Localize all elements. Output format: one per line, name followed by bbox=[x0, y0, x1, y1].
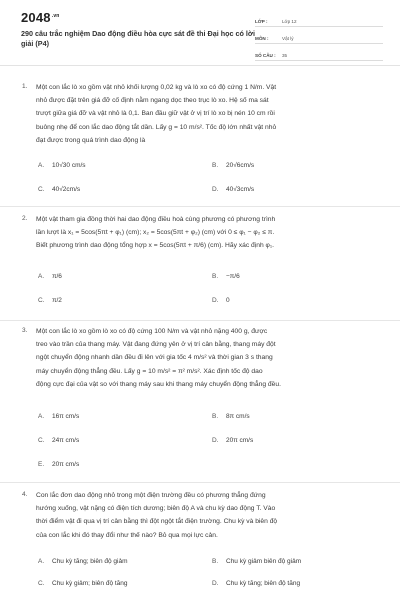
question-line: của con lắc khi đó thay đổi như thế nào? Bỏ qua mọi lực cản. bbox=[36, 531, 218, 539]
answer-option-b[interactable]: B. 8π cm/s bbox=[212, 413, 250, 420]
question-line: thời điểm vật đi qua vị trí cân bằng thì đột ngột tắt điện trường. Chu kỳ và biên độ bbox=[36, 518, 278, 526]
answer-option-a[interactable]: A. 10√30 cm/s bbox=[38, 162, 86, 169]
question-3 bbox=[0, 321, 400, 483]
meta-row-subject bbox=[255, 31, 383, 44]
logo-domain: .vn bbox=[51, 13, 60, 19]
answer-option-c[interactable]: C. 24π cm/s bbox=[38, 437, 80, 444]
logo-text: 2048 bbox=[21, 10, 51, 25]
meta-label: SỐ CÂU : bbox=[255, 53, 276, 58]
question-line: nhỏ được đặt trên giá đỡ cố định nằm ngang dọc theo trục lò xo. Hệ số ma sát bbox=[36, 97, 269, 105]
meta-label: MÔN : bbox=[255, 36, 269, 41]
question-number: 2. bbox=[22, 215, 28, 222]
question-line: Một vật tham gia đồng thời hai dao động điều hoà cùng phương có phương trình bbox=[36, 216, 276, 223]
meta-row-count bbox=[255, 48, 383, 61]
answer-option-d[interactable]: D. 20π cm/s bbox=[212, 437, 254, 444]
question-text bbox=[36, 213, 384, 253]
page-header bbox=[0, 0, 400, 66]
answer-option-a[interactable]: A. π/6 bbox=[38, 273, 62, 280]
question-text bbox=[36, 325, 384, 391]
question-line: ngột chuyển động nhanh dần đều đi lên với gia tốc 4 m/s² và thời gian 3 s thang bbox=[36, 354, 273, 362]
question-line: Con lắc đơn dao động nhỏ trong một điện trường đều có phương thẳng đứng bbox=[36, 492, 266, 499]
meta-label: LỚP : bbox=[255, 19, 268, 24]
meta-value: Vật lý bbox=[282, 36, 294, 41]
question-line: buông nhẹ để con lắc dao động tắt dần. Lấy g = 10 m/s². Tốc độ lớn nhất vật nhỏ bbox=[36, 123, 277, 131]
question-line: trượt giữa giá đỡ và vật nhỏ là 0,1. Ban đầu giữ vật ở vị trí lò xo bị nén 10 cm rồi bbox=[36, 110, 275, 118]
document-meta bbox=[255, 14, 383, 65]
question-line: lần lượt là x₁ = 5cos(5πt + φ₁) (cm); x₂ = 5cos(5πt + φ₂) (cm) với 0 ≤ φ₁ − φ₂ ≤ π. bbox=[36, 229, 275, 237]
answer-option-c[interactable]: C. 40√2cm/s bbox=[38, 186, 81, 193]
answer-option-c[interactable]: C. Chu kỳ giảm; biên độ tăng bbox=[38, 580, 128, 587]
question-line: Một con lắc lò xo gồm lò xo có độ cứng 100 N/m và vật nhỏ nặng 400 g, được bbox=[36, 328, 268, 335]
question-2 bbox=[0, 207, 400, 321]
answer-option-e[interactable]: E. 20π cm/s bbox=[38, 461, 80, 468]
question-number: 3. bbox=[22, 327, 28, 334]
question-line: Một con lắc lò xo gồm vật nhỏ khối lượng 0,02 kg và lò xo có độ cứng 1 N/m. Vật bbox=[36, 84, 277, 91]
question-text bbox=[36, 81, 384, 147]
meta-value: 35 bbox=[282, 53, 288, 58]
question-4 bbox=[0, 483, 400, 600]
meta-value: Lớp 12 bbox=[282, 19, 297, 24]
question-line: động cực đại của vật so với thang máy sau khi thang máy chuyển động thẳng đều. bbox=[36, 380, 281, 388]
question-line: treo vào trần của thang máy. Vật đang đứng yên ở vị trí cân bằng, thang máy đột bbox=[36, 341, 276, 349]
answer-option-d[interactable]: D. 0 bbox=[212, 297, 230, 304]
answer-option-d[interactable]: D. 40√3cm/s bbox=[212, 186, 255, 193]
answer-option-b[interactable]: B. −π/6 bbox=[212, 273, 240, 280]
question-line: hướng xuống, vật nặng có điện tích dương; biên độ A và chu kỳ dao động T. Vào bbox=[36, 505, 276, 513]
question-number: 4. bbox=[22, 491, 28, 498]
answer-option-a[interactable]: A. Chu kỳ tăng; biên độ giảm bbox=[38, 558, 128, 565]
answer-option-b[interactable]: B. Chu kỳ giảm biên độ giảm bbox=[212, 558, 302, 565]
answer-option-c[interactable]: C. π/2 bbox=[38, 297, 62, 304]
answer-option-d[interactable]: D. Chu kỳ tăng; biên độ tăng bbox=[212, 580, 301, 587]
question-number: 1. bbox=[22, 83, 28, 90]
document-title: 290 câu trắc nghiệm Dao động điều hòa cực sát đề thi Đại học có lời giải (P4) bbox=[21, 29, 255, 49]
question-line: máy chuyển động thẳng đều. Lấy g = 10 m/s² = π² m/s². Xác định tốc độ dao bbox=[36, 367, 263, 375]
meta-row-class bbox=[255, 14, 383, 27]
question-text bbox=[36, 489, 384, 542]
question-1 bbox=[0, 66, 400, 207]
answer-option-b[interactable]: B. 20√6cm/s bbox=[212, 162, 255, 169]
question-line: Biết phương trình dao động tổng hợp x = 5cos(5πt + π/6) (cm). Hãy xác định φ₁. bbox=[36, 242, 274, 250]
question-line: đạt được trong quá trình dao động là bbox=[36, 136, 146, 144]
site-logo[interactable] bbox=[21, 10, 60, 25]
answer-option-a[interactable]: A. 16π cm/s bbox=[38, 413, 80, 420]
